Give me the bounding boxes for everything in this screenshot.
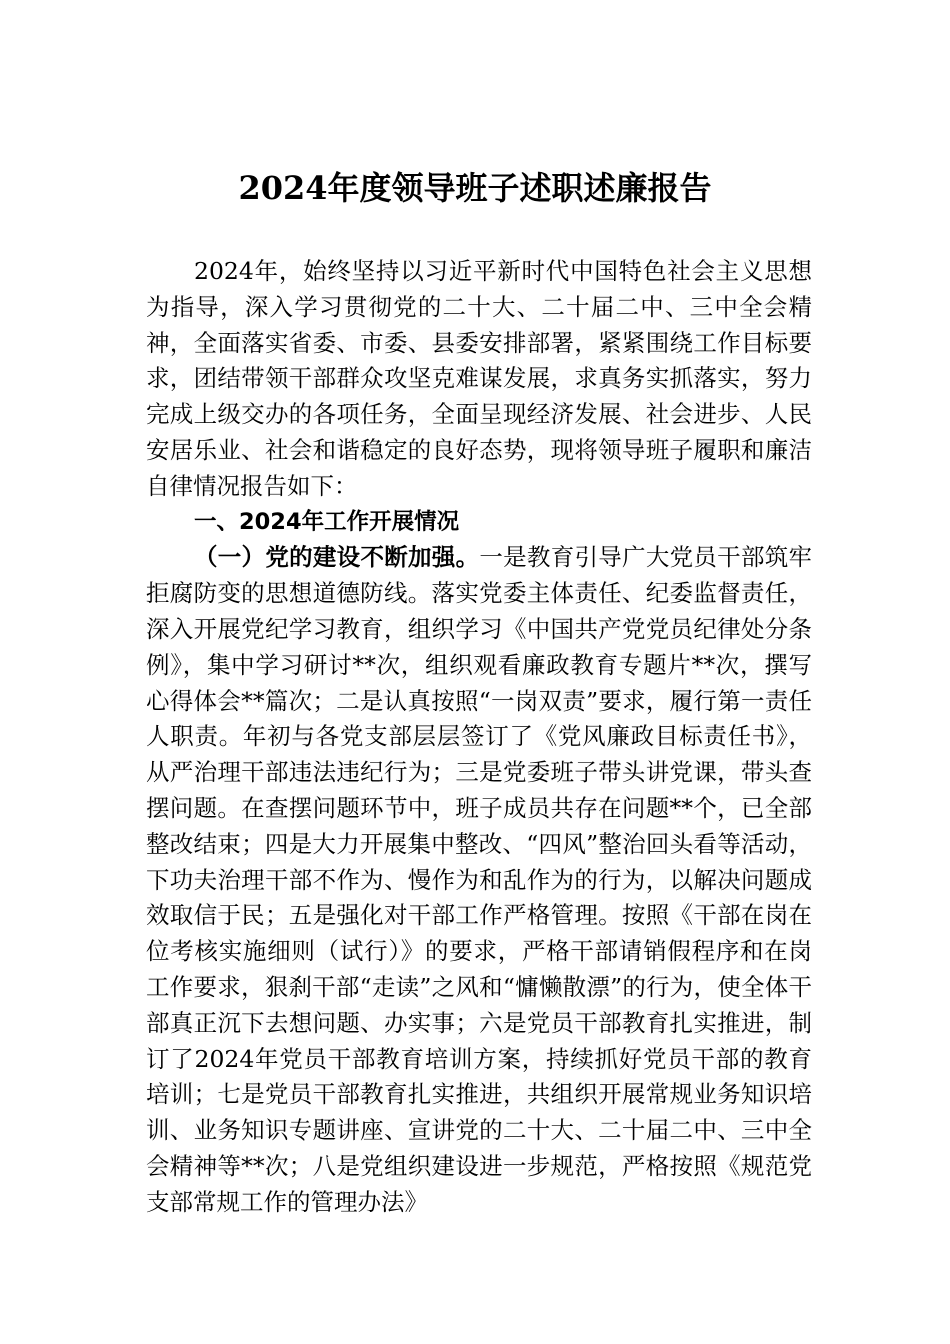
- section-paragraph: [146, 540, 812, 1220]
- sub-paragraph-body: 一是教育引导广大党员干部筑牢拒腐防变的思想道德防线。落实党委主体责任、纪委监督责任，深入开展党纪学习教育，组织学习《中国共产党党员纪律处分条例》，集中学习研讨**次，组织观看廉政教育专题片**次，撰写心得体会**篇次；二是认真按照“一岗双责”要求，履行第一责任人职责。年初与各党支部层层签订了《党风廉政目标责任书》，从严治理干部违法违纪行为；三是党委班子带头讲党课，带头查摆问题。在查摆问题环节中，班子成员共存在问题**个，已全部整改结束；四是大力开展集中整改、“四风”整治回头看等活动，下功夫治理干部不作为、慢作为和乱作为的行为，以解决问题成效取信于民；五是强化对干部工作严格管理。按照《干部在岗在位考核实施细则（试行）》的要求，严格干部请销假程序和在岗工作要求，狠刹干部“走读”之风和“慵懒散漂”的行为，使全体干部真正沉下去想问题、办实事；六是党员干部教育扎实推进，制订了2024年党员干部教育培训方案，持续抓好党员干部的教育培训；七是党员干部教育扎实推进，共组织开展常规业务知识培训、业务知识专题讲座、宣讲党的二十大、二十届二中、三中全会精神等**次；八是党组织建设进一步规范，严格按照《规范党支部常规工作的管理办法》: [146, 543, 813, 1216]
- document-title: 2024年度领导班子述职述廉报告: [238, 169, 712, 207]
- section-heading: 一、2024年工作开展情况: [194, 508, 460, 535]
- sub-heading: （一）党的建设不断加强。: [194, 543, 480, 572]
- document-body: [146, 254, 812, 1221]
- intro-paragraph: 2024年，始终坚持以习近平新时代中国特色社会主义思想为指导，深入学习贯彻党的二十大、二十届二中、三中全会精神，全面落实省委、市委、县委安排部署，紧紧围绕工作目标要求，团结带领干部群众攻坚克难谋发展，求真务实抓落实，努力完成上级交办的各项任务，全面呈现经济发展、社会进步、人民安居乐业、社会和谐稳定的良好态势，现将领导班子履职和廉洁自律情况报告如下：: [146, 257, 812, 500]
